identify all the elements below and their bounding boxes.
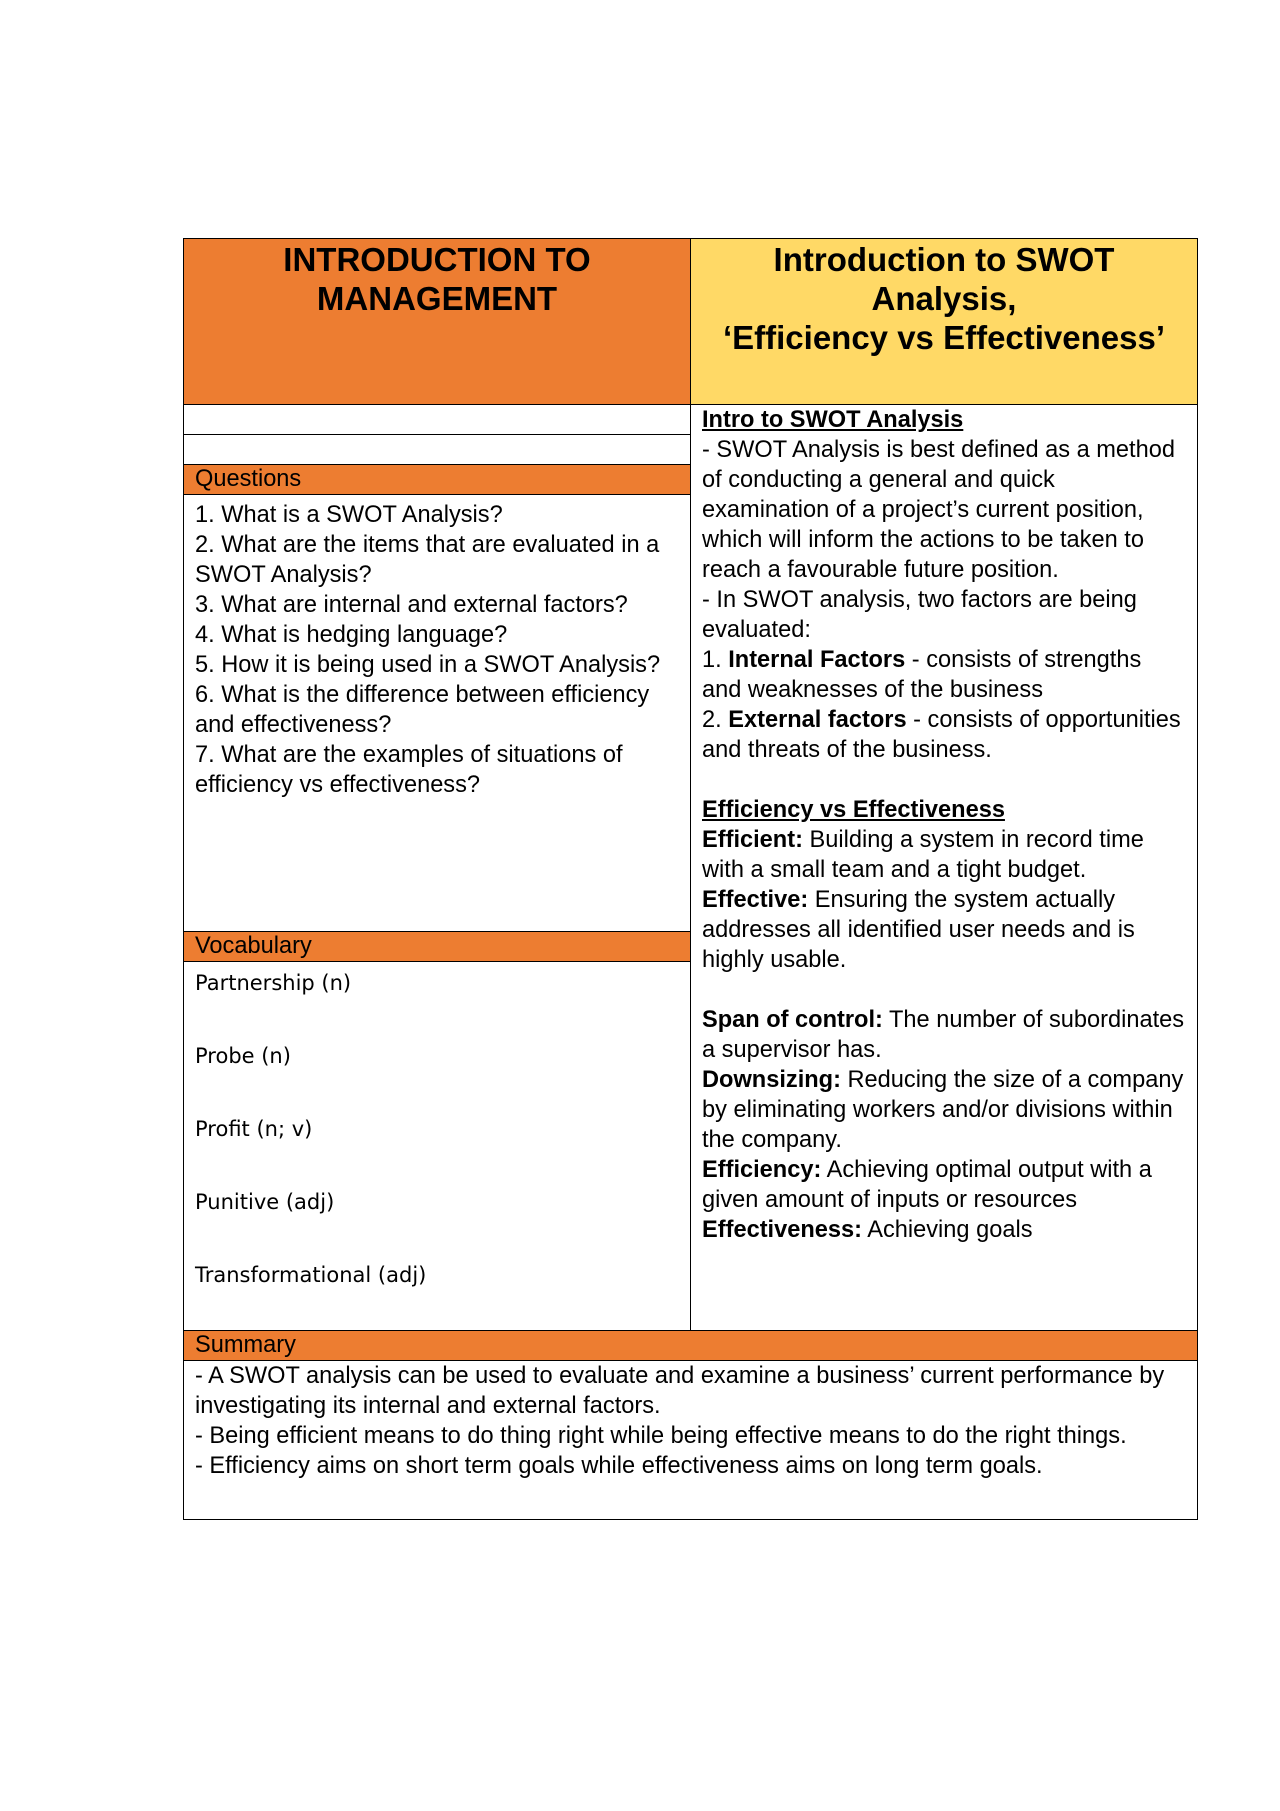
- questions-label: Questions: [184, 464, 690, 495]
- term: Downsizing:: [702, 1067, 841, 1093]
- blank-row: [184, 435, 690, 465]
- question-item: 6. What is the difference between efficiency and effectiveness?: [195, 682, 650, 738]
- summary-text: [195, 1361, 1185, 1481]
- factor-term: Internal Factors: [728, 647, 906, 673]
- vocabulary-label: Vocabulary: [184, 931, 690, 962]
- topic-title-cell: [691, 239, 1197, 405]
- vocabulary-item: Punitive (adj): [195, 1190, 335, 1214]
- internal-factors: [702, 645, 1187, 705]
- description: The number of subordinates a supervisor has.: [702, 1007, 1185, 1063]
- summary-line: - A SWOT analysis can be used to evaluate and examine a business’ current performance by investigating its internal and external factors.: [195, 1363, 1165, 1419]
- term: Efficiency:: [702, 1157, 822, 1183]
- topic-title-line-2: Analysis,: [871, 280, 1017, 317]
- spacer: [702, 975, 1187, 1005]
- course-title-cell: [184, 239, 691, 405]
- spacer: [702, 765, 1187, 795]
- topic-title-line-3: ‘Efficiency vs Effectiveness’: [722, 319, 1166, 356]
- vocabulary-list: [195, 968, 675, 1333]
- swot-factors-intro: - In SWOT analysis, two factors are being evaluated:: [702, 587, 1137, 643]
- efficiency-section-title: Efficiency vs Effectiveness: [702, 797, 1005, 823]
- swot-section-title: Intro to SWOT Analysis: [702, 407, 964, 433]
- topic-title-line-1: Introduction to SWOT: [773, 241, 1115, 278]
- vocabulary-item: Probe (n): [195, 1044, 291, 1068]
- question-item: 7. What are the examples of situations of efficiency vs effectiveness?: [195, 742, 623, 798]
- factor-number: 2.: [702, 707, 729, 733]
- blank-row: [184, 405, 690, 435]
- span-of-control-definition: [702, 1005, 1187, 1065]
- course-title-line-2: MANAGEMENT: [316, 280, 558, 317]
- vocabulary-item: Profit (n; v): [195, 1117, 313, 1141]
- term: Effective:: [702, 887, 809, 913]
- efficiency-definition: [702, 1155, 1187, 1215]
- course-title-line-1: INTRODUCTION TO: [283, 241, 591, 278]
- left-column: [184, 405, 691, 1330]
- vocabulary-item: Transformational (adj): [195, 1263, 427, 1287]
- description: Achieving optimal output with a given amount of inputs or resources: [702, 1157, 1152, 1213]
- summary-line: - Efficiency aims on short term goals while effectiveness aims on long term goals.: [195, 1453, 1043, 1479]
- question-item: 5. How it is being used in a SWOT Analysis?: [195, 652, 661, 678]
- factor-description: - consists of opportunities and threats of the business.: [702, 707, 1181, 763]
- vocabulary-item: Partnership (n): [195, 971, 352, 995]
- summary-label: Summary: [184, 1330, 1197, 1361]
- question-item: 1. What is a SWOT Analysis?: [195, 502, 503, 528]
- swot-definition: - SWOT Analysis is best defined as a method of conducting a general and quick examination of a project’s current position, which will inform the actions to be taken to reach a favourable future position.: [702, 437, 1175, 583]
- factor-number: 1.: [702, 647, 729, 673]
- factor-term: External factors: [728, 707, 907, 733]
- questions-list: [195, 500, 685, 800]
- effective-definition: [702, 885, 1187, 975]
- question-item: 2. What are the items that are evaluated in a SWOT Analysis?: [195, 532, 660, 588]
- description: Achieving goals: [861, 1217, 1033, 1243]
- notes-table: [183, 238, 1198, 1520]
- question-item: 4. What is hedging language?: [195, 622, 508, 648]
- right-column: [691, 405, 1197, 1330]
- description: Building a system in record time with a small team and a tight budget.: [702, 827, 1144, 883]
- term: Effectiveness:: [702, 1217, 862, 1243]
- efficient-definition: [702, 825, 1187, 885]
- description: Ensuring the system actually addresses all identified user needs and is highly usable.: [702, 887, 1135, 973]
- question-item: 3. What are internal and external factors?: [195, 592, 628, 618]
- term: Span of control:: [702, 1007, 883, 1033]
- description: Reducing the size of a company by eliminating workers and/or divisions within the company.: [702, 1067, 1184, 1153]
- effectiveness-definition: [702, 1215, 1187, 1245]
- external-factors: [702, 705, 1187, 765]
- summary-line: - Being efficient means to do thing right while being effective means to do the right things.: [195, 1423, 1127, 1449]
- term: Efficient:: [702, 827, 803, 853]
- summary-section: [184, 1330, 1197, 1519]
- factor-description: - consists of strengths and weaknesses of the business: [702, 647, 1142, 703]
- downsizing-definition: [702, 1065, 1187, 1155]
